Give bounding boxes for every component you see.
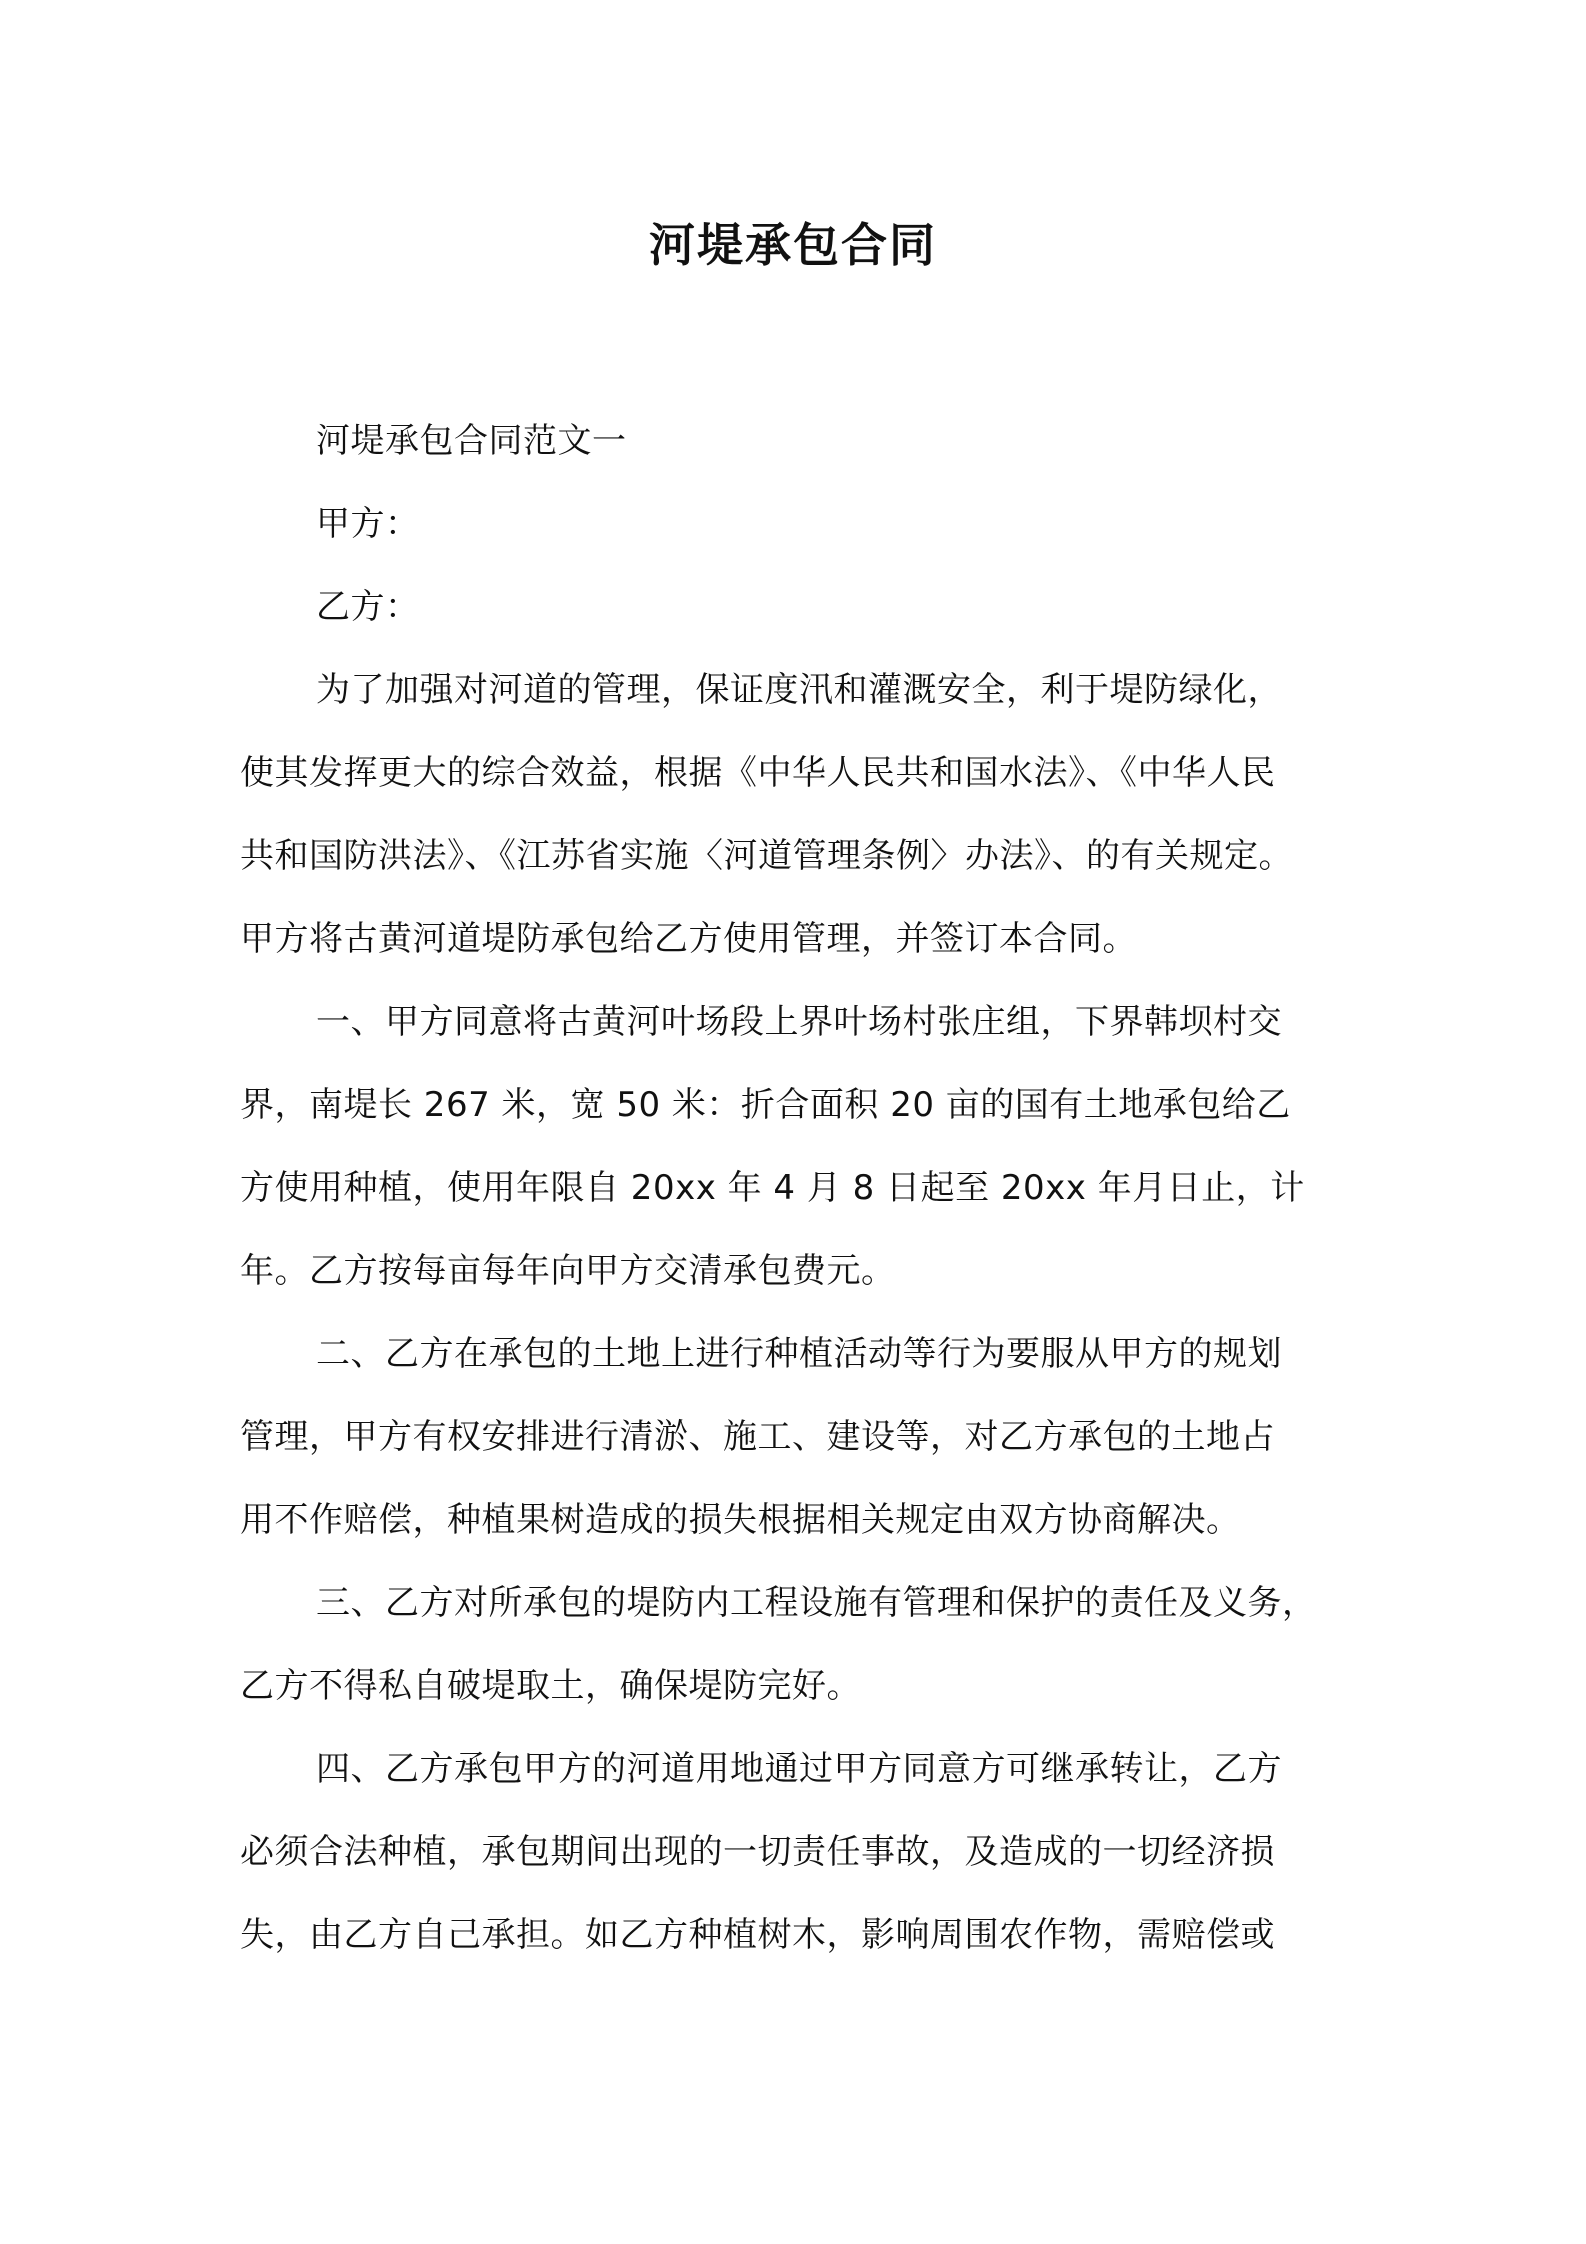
text-line: 共和国防洪法》、《江苏省实施〈河道管理条例〉办法》、的有关规定。 [240,836,1293,876]
text-line: 三、乙方对所承包的堤防内工程设施有管理和保护的责任及义务， [316,1583,1317,1623]
text-line: 用不作赔偿，种植果树造成的损失根据相关规定由双方协商解决。 [240,1500,1241,1540]
document-title: 河堤承包合同 [649,218,937,272]
text-line: 二、乙方在承包的土地上进行种植活动等行为要服从甲方的规划 [316,1334,1282,1374]
text-line: 失，由乙方自己承担。如乙方种植树木，影响周围农作物，需赔偿或 [240,1915,1275,1955]
text-line: 界，南堤长 267 米，宽 50 米：折合面积 20 亩的国有土地承包给乙 [240,1085,1291,1125]
text-line: 管理，甲方有权安排进行清淤、施工、建设等，对乙方承包的土地占 [240,1417,1275,1457]
text-line: 甲方将古黄河道堤防承包给乙方使用管理，并签订本合同。 [240,919,1137,959]
text-line: 为了加强对河道的管理，保证度汛和灌溉安全，利于堤防绿化， [316,670,1282,710]
text-line: 四、乙方承包甲方的河道用地通过甲方同意方可继承转让，乙方 [316,1749,1282,1789]
text-line: 甲方： [316,504,420,544]
text-line: 年。乙方按每亩每年向甲方交清承包费元。 [240,1251,896,1291]
text-line: 方使用种植，使用年限自 20xx 年 4 月 8 日起至 20xx 年月日止，计 [240,1168,1305,1208]
text-line: 必须合法种植，承包期间出现的一切责任事故，及造成的一切经济损 [240,1832,1275,1872]
text-line: 河堤承包合同范文一 [316,421,627,461]
text-line: 乙方： [316,587,420,627]
document-body [240,400,1370,1977]
text-line: 乙方不得私自破堤取土，确保堤防完好。 [240,1666,861,1706]
text-line: 使其发挥更大的综合效益，根据《中华人民共和国水法》、《中华人民 [240,753,1276,793]
text-line: 一、甲方同意将古黄河叶场段上界叶场村张庄组，下界韩坝村交 [316,1002,1282,1042]
